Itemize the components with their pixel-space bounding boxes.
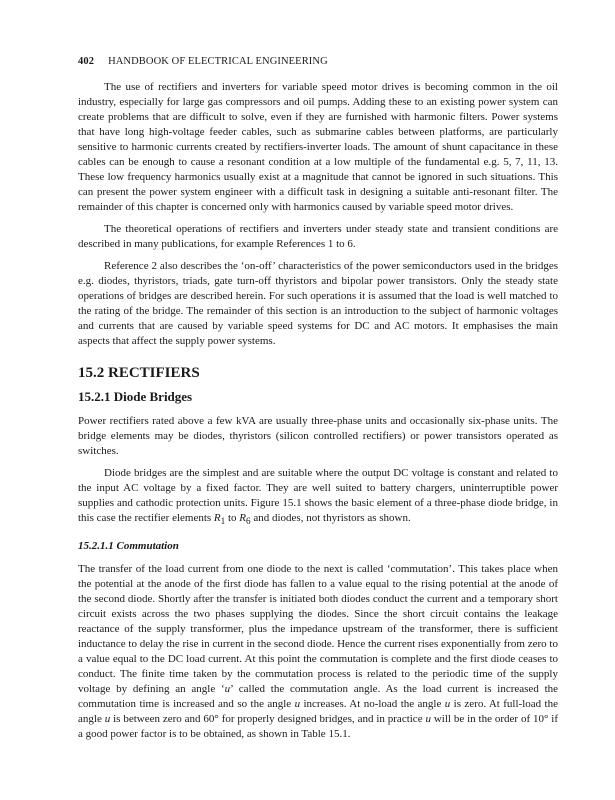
paragraph-diode-bridges: Diode bridges are the simplest and are suitable where the output DC voltage is constant and related to the input AC voltage by a fixed factor. They are well suited to battery chargers, uninterruptible power supplies and cathodic protection units. Figure 15.1 shows the basic element of a three-phase diode bridge, in this case the rectifier elements $R_1$ to $R_6$ and diodes, not thyristors as shown. (78, 467, 558, 527)
paragraph-commutation: The transfer of the load current from one diode to the next is called ‘commutation’. This takes place when the potential at the anode of the first diode has fallen to a value equal to the rising potential at the anode of the second diode. Shortly after the transfer is initiated both diodes conduct the current and a temporary short circuit exists across the two phases supplying the diodes. Since the short circuit contains the leakage reactance of the supply transformer, plus the impedance upstream of the transformer, there is sufficient inductance to delay the rise in current in the second diode. Hence the current rises exponentially from zero to a value equal to the DC load current. At this point the commutation is complete and the first diode ceases to conduct. The finite time taken by the commutation process is related to the periodic time of the supply voltage by defining an angle ‘u’ called the commutation angle. As the load current is increased the commutation time is increased and so the angle u increases. At no-load the angle u is zero. At full-load the angle u is between zero and 60° for properly designed bridges, and in practice u will be in the order of 10° if a good power factor is to be obtained, as shown in Table 15.1. (78, 563, 559, 741)
page-body (78, 80, 558, 742)
subsection-heading-diode-bridges: 15.2.1 Diode Bridges (78, 389, 193, 404)
paragraph-power-rectifiers: Power rectifiers rated above a few kVA are usually three-phase units and occasionally six-phase units. The bridge elements may be diodes, thyristors (silicon controlled rectifiers) or power transistors operated as switches. (78, 415, 558, 457)
page-number: 402 (78, 56, 95, 67)
paragraph-theory: The theoretical operations of rectifiers and inverters under steady state and transient conditions are described in many publications, for example References 1 to 6. (78, 223, 558, 250)
section-heading-rectifiers: 15.2 RECTIFIERS (78, 365, 200, 381)
paragraph-reference: Reference 2 also describes the ‘on-off’ characteristics of the power semiconductors used in the bridges e.g. diodes, thyristors, triads, gate turn-off thyristors and bipolar power transistors. Only the steady state operations of bridges are described herein. For such operations it is assumed that the load is well matched to the rating of the bridge. The remainder of this section is an introduction to the subject of harmonic voltages and currents that are caused by variable speed systems for DC and AC motors. It emphasises the main aspects that affect the supply power systems. (78, 260, 558, 347)
paragraph-intro: The use of rectifiers and inverters for variable speed motor drives is becoming common in the oil industry, especially for large gas compressors and oil pumps. Adding these to an existing power system can create problems that are difficult to solve, even if they are furnished with harmonic filters. Power systems that have long high-voltage feeder cables, such as submarine cables between platforms, are particularly sensitive to harmonic currents created by rectifiers-inverter loads. The amount of shunt capacitance in these cables can be enough to cause a resonant condition at a low multiple of the fundamental e.g. 5, 7, 11, 13. These low frequency harmonics usually exist at a magnitude that cannot be ignored in such situations. This can present the power system engineer with a difficult task in designing a suitable anti-resonant filter. The remainder of this chapter is concerned only with harmonics caused by variable speed motor drives. (78, 81, 558, 213)
subsubsection-heading-commutation: 15.2.1.1 Commutation (78, 540, 179, 553)
book-title: HANDBOOK OF ELECTRICAL ENGINEERING (108, 56, 328, 67)
running-head (78, 56, 558, 67)
